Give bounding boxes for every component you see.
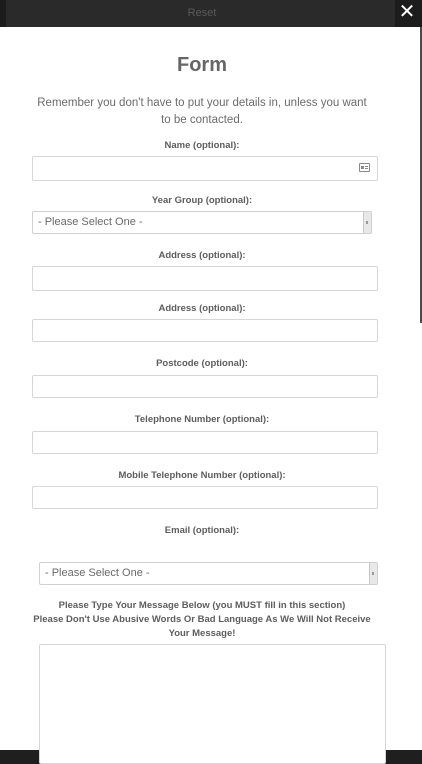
message-instructions-line1: Please Type Your Message Below (you MUST fill in this section) <box>58 600 346 611</box>
postcode-input[interactable] <box>32 375 378 398</box>
year-group-select[interactable] <box>32 211 372 234</box>
email-selected-value: - Please Select One - <box>45 567 150 579</box>
email-label: Email (optional): <box>164 525 240 536</box>
name-input[interactable] <box>32 156 378 181</box>
telephone-input[interactable] <box>32 431 378 454</box>
mobile-label: Mobile Telephone Number (optional): <box>118 470 286 481</box>
address2-input[interactable] <box>32 319 378 342</box>
name-label: Name (optional): <box>164 140 240 151</box>
address1-input[interactable] <box>32 266 378 291</box>
email-select[interactable] <box>39 562 378 585</box>
form-intro-text: Remember you don't have to put your details in, unless you want to be contacted. <box>37 97 367 126</box>
mobile-input[interactable] <box>32 486 378 509</box>
message-textarea[interactable] <box>39 644 386 764</box>
reset-button[interactable]: Reset <box>187 7 217 19</box>
contact-card-icon[interactable] <box>359 163 370 172</box>
message-instructions-line2: Please Don't Use Abusive Words Or Bad Language As We Will Not Receive Your Message! <box>33 614 371 639</box>
address1-label: Address (optional): <box>158 250 246 261</box>
message-instructions <box>30 599 374 641</box>
telephone-label: Telephone Number (optional): <box>134 414 270 425</box>
year-group-label: Year Group (optional): <box>151 195 253 206</box>
page-title: Form <box>177 54 227 76</box>
close-icon[interactable]: ✕ <box>398 1 416 23</box>
top-bar <box>0 0 422 27</box>
year-group-selected-value: - Please Select One - <box>38 216 143 228</box>
chevron-down-icon[interactable] <box>369 563 377 584</box>
postcode-label: Postcode (optional): <box>156 358 248 369</box>
chevron-down-icon[interactable] <box>363 212 371 233</box>
address2-label: Address (optional): <box>158 303 246 314</box>
